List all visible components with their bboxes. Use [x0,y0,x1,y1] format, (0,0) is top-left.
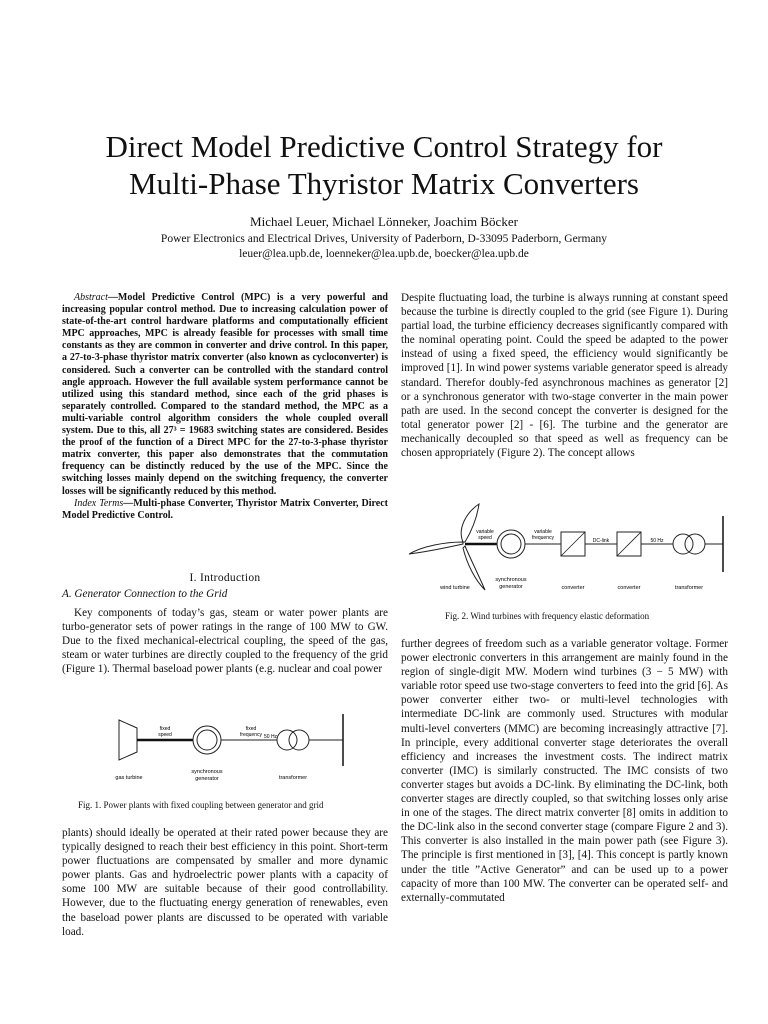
wind-blade-3 [463,546,485,590]
wind-blade-1 [461,504,479,542]
transformer-coil-1 [277,730,297,750]
fixed-speed-label-2: speed [158,732,172,738]
right-column-para-1 [401,291,728,460]
variable-speed-label-1: variable [476,529,494,535]
figure-2 [405,502,730,598]
hz-label: 50 Hz [650,538,664,544]
right-paragraph-2: further degrees of freedom such as a variable generator voltage. Former power electronic converters in this arrangement are mainly found in the region of single-digit MW. Modern wind turbines (3 − 5 MW) with variable rotor speed use two-stage converters to feed into the grid [6]. As power converter either two- or multi-level technologies with intermediate DC-link are commonly used. Structures with modular multi-level converters (MMC) are becoming increasingly attractive [7]. In principle, every additional converter stage deteriorates the overall efficiency and increases the investment costs. The indirect matrix converter (IMC) is similarly constructed. The IMC consists of two converter stages but avoids a DC-link. By eliminating the DC-link, both converter stages are directly coupled, so that switching losses only arise in one of the stages. The direct matrix converter [8] omits in addition to the DC-link also in the second converter stage (compare Figure 2 and 3). This converter is also installed in the main power path (see Figure 3). The principle is first mentioned in [3], [4]. This concept is partly known under the title ”Active Generator” and can be used up to a power capacity of more than 100 MW. The converter can be operated self- and externally-commutated [401,638,728,904]
wind-blade-2 [409,542,463,554]
variable-frequency-label-1: variable [534,529,552,535]
paper-title [0,128,768,202]
title-line-1: Direct Model Predictive Control Strategy for [105,129,663,164]
intro-paragraph-2: plants) should ideally be operated at their rated power because they are typically designed to reach their best efficiency in this point. Short-term power fluctuations are compensated by smaller and more dynamic power plants. Gas and hydroelectric power plants with a capacity of some 100 MW are suitable because of their good controllability. However, due to the fluctuating energy generation of renewables, even the baseload power plants are discussed to be operated with variable load. [62,827,388,938]
generator-label-1: synchronous [495,577,527,583]
converter-2-label: converter [617,585,641,591]
authors: Michael Leuer, Michael Lönneker, Joachim Böcker [250,214,518,229]
figure-2-caption: Fig. 2. Wind turbines with frequency elastic deformation [445,611,650,621]
affiliation: Power Electronics and Electrical Drives, University of Paderborn, D-33095 Paderborn, Germany [160,233,608,245]
hz-label: 50 Hz [264,734,278,740]
fixed-speed-label-1: fixed [159,726,171,732]
generator-inner-circle [197,730,217,750]
author-emails: leuer@lea.upb.de, loenneker@lea.upb.de, boecker@lea.upb.de [239,248,529,260]
variable-speed-label-2: speed [478,535,492,541]
variable-frequency-label-2: frequency [532,535,554,541]
right-paragraph-1: Despite fluctuating load, the turbine is always running at constant speed because the turbine is directly coupled to the grid (see Figure 1). During partial load, the turbine efficiency decreases significantly compared with the nominal operating point. Could the speed be adapted to the power instead of using a fixed speed, the efficiency would significantly be improved [1]. In wind power systems variable generator speed is already standard. Therefor doubly-fed asynchronous machines as generator [2] or a synchronous generator with two-stage converter in the main power path are used. In the second concept the converter is designed for the total generator power [2] - [6]. The turbine and the generator are mechanically decoupled so that speed as well as frequency can be chosen appropriately (Figure 2). The concept allows [401,292,728,460]
title-line-2: Multi-Phase Thyristor Matrix Converters [128,166,639,201]
converter-2-diagonal [617,532,641,556]
wind-turbine-label: wind turbine [440,585,470,591]
transformer-label: transformer [278,775,308,781]
transformer-coil-2 [685,534,705,554]
index-terms-text: —Multi-phase Converter, Thyristor Matrix Converter, Direct Model Predictive Control. [62,497,389,521]
figure-1-caption: Fig. 1. Power plants with fixed coupling between generator and grid [78,800,324,810]
right-column-para-2 [401,637,728,905]
generator-label-1: synchronous [191,769,223,775]
gas-turbine-symbol [119,720,137,760]
generator-inner-circle [501,534,521,554]
gas-turbine-label: gas turbine [115,775,143,781]
intro-paragraph-1: Key components of today’s gas, steam or water power plants are turbo-generator sets of power ratings in the range of 100 MW to GW. Due to the fixed mechanical-electrical coupling, the speed of the gas, steam or water turbines are directly coupled to the frequency of the grid (Figure 1). Thermal baseload power plants (e.g. nuclear and coal power [62,607,388,676]
generator-label-2: generator [499,584,523,590]
dc-link-label: DC-link [592,538,610,544]
fixed-frequency-label-1: fixed [245,726,257,732]
subsection-heading: A. Generator Connection to the Grid [62,588,228,600]
abstract [62,292,388,522]
index-terms-label: Index Terms [74,497,124,509]
figure-1 [105,708,365,788]
transformer-label: transformer [674,585,704,591]
generator-label-2: generator [195,776,219,782]
transformer-coil-2 [289,730,309,750]
section-heading: I. Introduction [189,572,261,584]
converter-1-label: converter [561,585,585,591]
transformer-coil-1 [673,534,693,554]
abstract-text: —Model Predictive Control (MPC) is a very powerful and increasing popular control method. Due to increasing calculation power of state-of-the-art control hardware platforms and computationally efficient MPC approaches, MPC is already feasible for processes with small time constants as they are common in converter and drive control. In this paper, a 27-to-3-phase thyristor matrix converter (also known as cycloconverter) is considered. Such a converter can be controlled with the standard control angle approach. However the full available system performance cannot be utilized using this standard method, since each of the grid phases is separately controlled. Compared to the standard method, the MPC as a multi-variable control algorithm considers the whole coupled overall system. Due to this, all 27³ = 19683 switching states are considered. Besides the proof of the function of a Direct MPC for the 27-to-3-phase thyristor matrix converter, this paper also demonstrates that the commutation frequency can be distinctly reduced by the use of the MPC. Since the switching losses mainly depend on the switching frequency, the converter losses will be significantly reduced by this method. [62,292,388,497]
left-column-para-1 [62,606,388,676]
converter-1-diagonal [561,532,585,556]
left-column-para-2 [62,826,388,939]
abstract-label: Abstract [74,292,108,303]
fixed-frequency-label-2: frequency [240,732,262,738]
